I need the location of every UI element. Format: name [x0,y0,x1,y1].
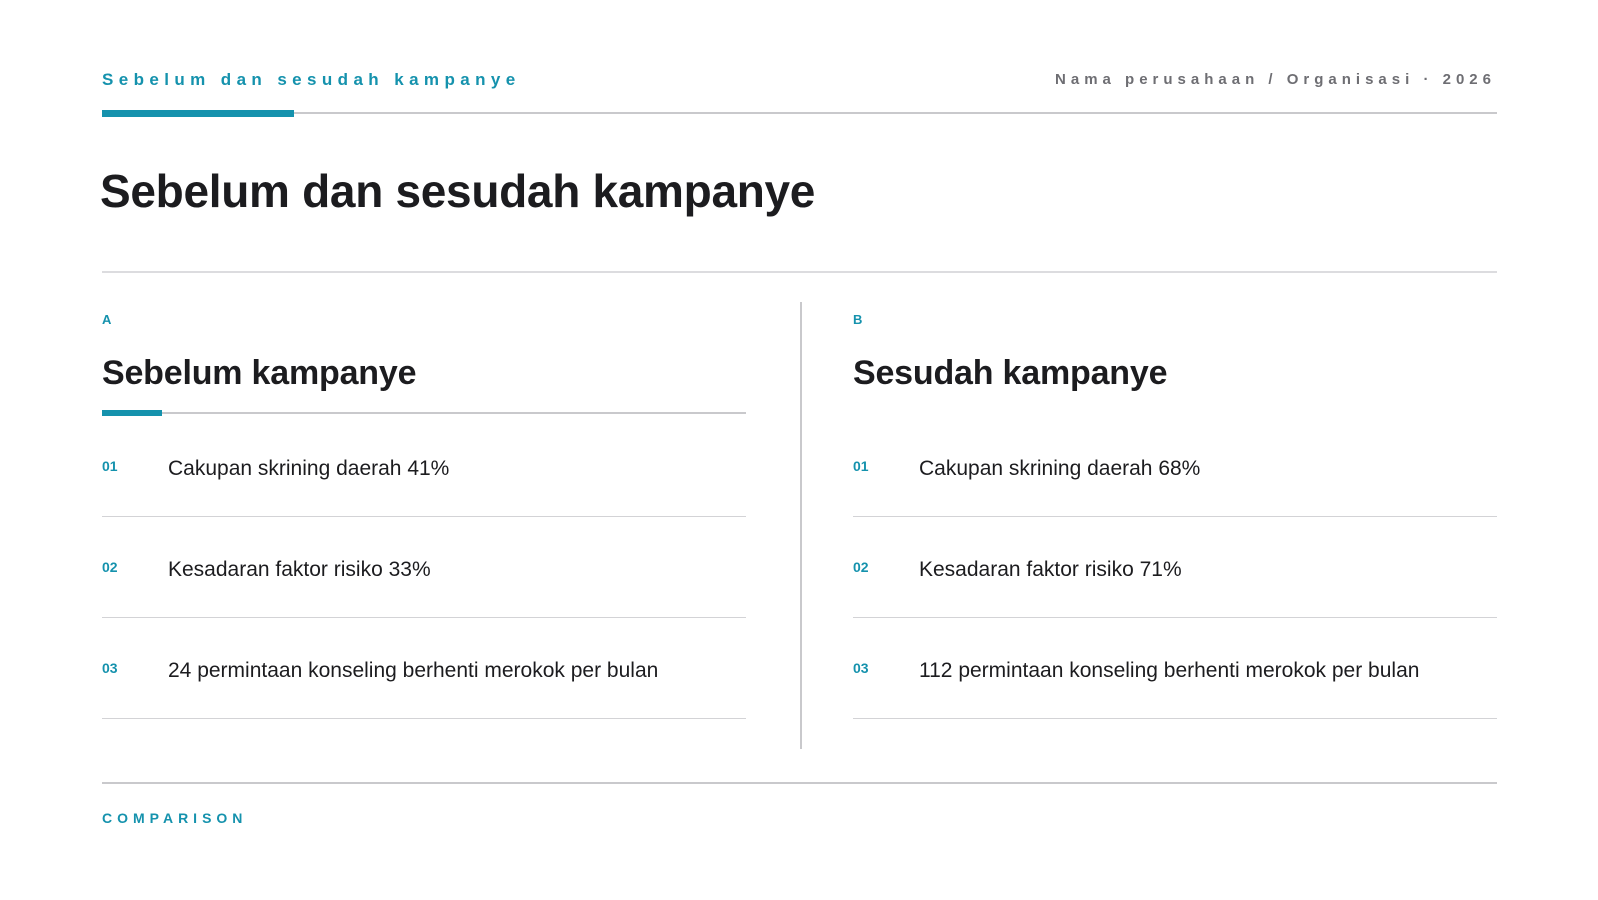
column-heading: Sebelum kampanye [102,354,417,392]
item-text: Cakupan skrining daerah 68% [919,457,1201,480]
item-list [102,416,746,719]
list-item [853,517,1497,618]
item-text: Kesadaran faktor risiko 71% [919,558,1182,581]
item-list [853,416,1497,719]
item-number: 02 [853,559,869,575]
column-heading-divider [102,412,746,414]
item-text: Cakupan skrining daerah 41% [168,457,450,480]
list-item [102,517,746,618]
footer-label: COMPARISON [102,810,248,826]
page-title: Sebelum dan sesudah kampanye [100,165,816,217]
list-item [853,618,1497,719]
list-item [102,618,746,719]
header-kicker: Sebelum dan sesudah kampanye [102,70,521,89]
header-divider [102,112,1497,114]
item-number: 03 [102,660,118,676]
item-text: 112 permintaan konseling berhenti merokok per bulan [919,659,1420,682]
item-text: 24 permintaan konseling berhenti merokok per bulan [168,659,659,682]
title-divider [102,271,1497,273]
column-divider [800,302,802,749]
column-heading: Sesudah kampanye [853,354,1168,392]
item-number: 02 [102,559,118,575]
column-letter: A [102,312,112,327]
footer-divider [102,782,1497,784]
item-text: Kesadaran faktor risiko 33% [168,558,431,581]
list-item [853,416,1497,517]
item-number: 03 [853,660,869,676]
item-number: 01 [853,458,869,474]
column-letter: B [853,312,863,327]
header-accent-bar [102,110,294,117]
header-organization: Nama perusahaan / Organisasi · 2026 [1055,71,1496,88]
list-item [102,416,746,517]
item-number: 01 [102,458,118,474]
